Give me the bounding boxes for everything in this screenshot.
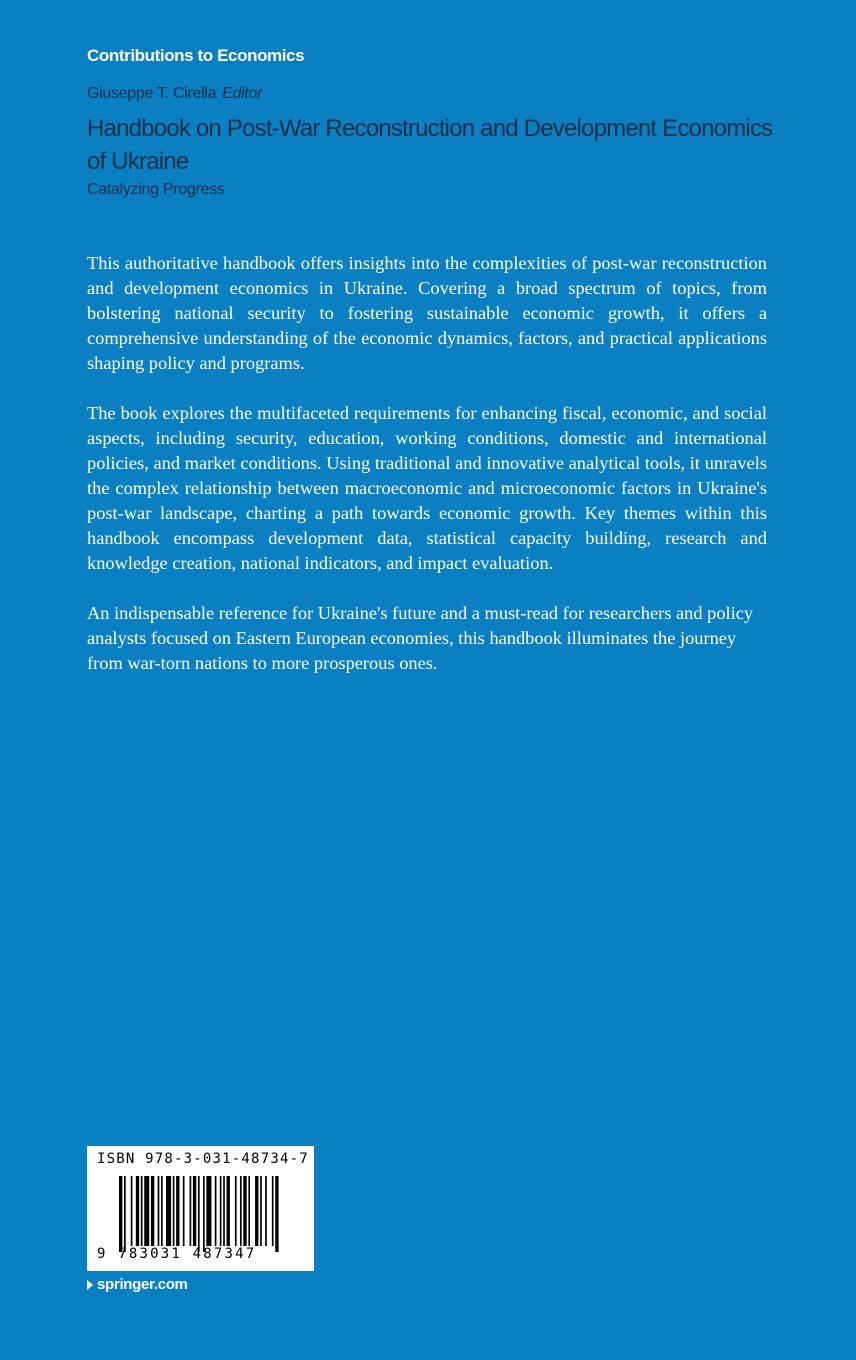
barcode-bar: [203, 1176, 205, 1252]
barcode-bar: [124, 1176, 126, 1252]
barcode-bar: [265, 1176, 267, 1246]
barcode-bar: [248, 1176, 250, 1246]
blurb-paragraph: An indispensable reference for Ukraine's future and a must-read for researchers and policy analysts focused on Eastern European economies, this handbook illuminates the journey from war-torn nations to more prosperous ones.: [87, 603, 754, 673]
arrow-right-icon: [87, 1280, 93, 1290]
barcode-bar: [119, 1176, 122, 1252]
blurb: [87, 251, 767, 701]
blurb-paragraph: The book explores the multifaceted requirements for enhancing fiscal, economic, and social aspects, including security, education, working conditions, domestic and international policies, and market conditions. Using traditional and innovative analytical tools, it unravels the complex relationship between macroeconomic and microeconomic factors in Ukraine's post-war landscape, charting a path towards economic growth. Key themes within this handbook encompass development data, statistical capacity building, research and knowledge creation, national indicators, and impact evaluation.: [87, 403, 767, 573]
barcode-bar: [240, 1176, 242, 1246]
barcode-bar: [235, 1176, 237, 1246]
series-name: Contributions to Economics: [87, 46, 305, 65]
barcode-bar: [190, 1176, 192, 1246]
barcode-bar: [161, 1176, 163, 1246]
barcode-bar: [215, 1176, 217, 1246]
publisher-url: springer.com: [97, 1276, 188, 1293]
barcode-bar: [173, 1176, 175, 1246]
barcode-bar: [198, 1176, 200, 1252]
barcode-bar: [206, 1176, 211, 1246]
barcode-bar: [193, 1176, 196, 1246]
isbn-label: ISBN 978-3-031-48734-7: [97, 1151, 309, 1167]
editor-role: Editor: [222, 85, 263, 102]
editor-name: Giuseppe T. Cirella: [87, 85, 217, 102]
barcode-bar: [151, 1176, 154, 1246]
barcode-bar: [243, 1176, 246, 1246]
book-subtitle: Catalyzing Progress: [87, 181, 225, 198]
barcode-bar: [176, 1176, 179, 1246]
book-title: Handbook on Post-War Reconstruction and Development Economics of Ukraine: [87, 115, 773, 175]
barcode-digits: 9 783031 487347: [97, 1246, 257, 1262]
barcode-bar: [131, 1176, 133, 1246]
publisher-link[interactable]: [87, 1276, 188, 1293]
barcode-bar: [272, 1176, 274, 1246]
barcode-bar: [141, 1176, 143, 1246]
barcode-bar: [227, 1176, 230, 1246]
barcode-bar: [144, 1176, 149, 1246]
editor-line: [87, 85, 262, 103]
barcode-bar: [275, 1176, 278, 1252]
blurb-paragraph: This authoritative handbook offers insights into the complexities of post-war reconstruction and development economics in Ukraine. Covering a broad spectrum of topics, from bolstering national security to fostering sustainable economic growth, it offers a comprehensive understanding of the economic dynamics, factors, and practical applications shaping policy and programs.: [87, 253, 767, 373]
barcode-bar: [255, 1176, 258, 1246]
barcode-bar: [183, 1176, 185, 1246]
barcode-box: [87, 1146, 314, 1271]
barcode-bar: [260, 1176, 262, 1246]
barcode-bar: [166, 1176, 171, 1246]
barcode-bar: [223, 1176, 225, 1246]
barcode-bar: [136, 1176, 139, 1246]
barcode-bar: [220, 1176, 222, 1246]
barcode-bar: [158, 1176, 160, 1246]
